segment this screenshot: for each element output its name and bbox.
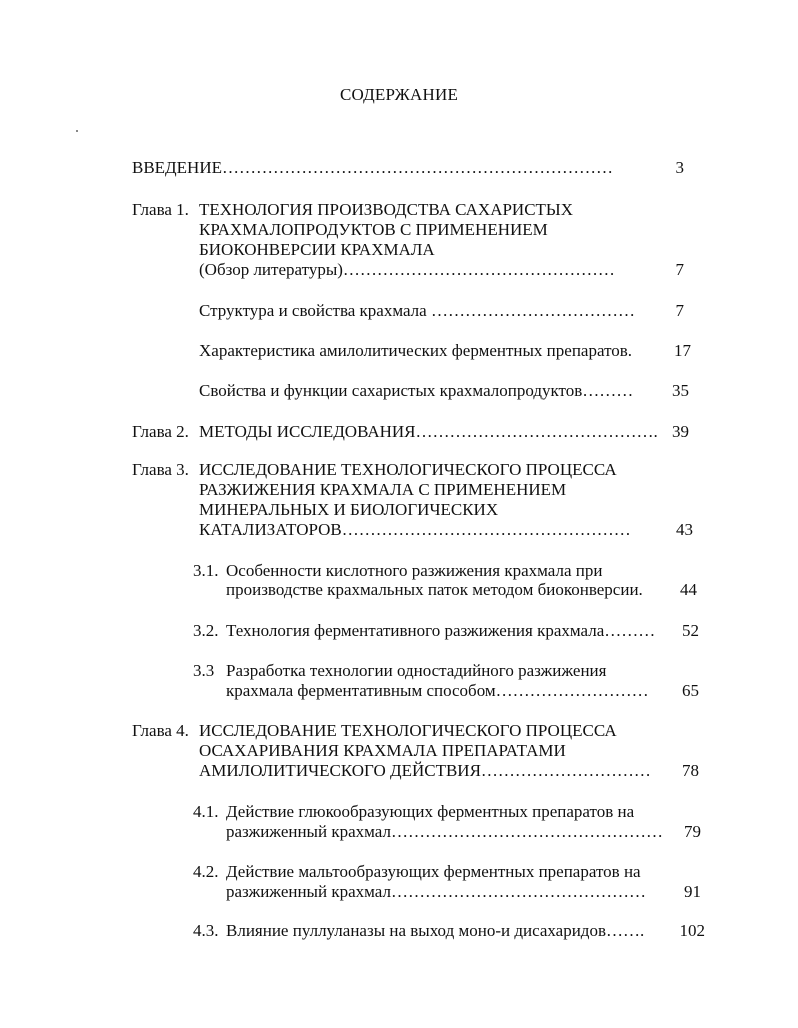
toc-section-number: 3.2. xyxy=(193,621,219,640)
toc-entry-text: АМИЛОЛИТИЧЕСКОГО ДЕЙСТВИЯ………………………… xyxy=(199,761,651,780)
toc-entry-text: производстве крахмальных паток методом биоконверсии. xyxy=(226,580,643,599)
toc-section-number: 3.3 xyxy=(193,661,215,680)
toc-entry-text: РАЗЖИЖЕНИЯ КРАХМАЛА С ПРИМЕНЕНИЕМ xyxy=(199,480,567,499)
toc-entry-text: крахмала ферментативным способом……………………… xyxy=(226,681,649,700)
toc-entry-text: МИНЕРАЛЬНЫХ И БИОЛОГИЧЕСКИХ xyxy=(199,500,499,519)
toc-entry-text: ИССЛЕДОВАНИЕ ТЕХНОЛОГИЧЕСКОГО ПРОЦЕССА xyxy=(199,460,617,479)
toc-page-number: 7 xyxy=(675,301,684,320)
toc-entry-text: Разработка технологии одностадийного разжижения xyxy=(226,661,607,680)
toc-page-number: 52 xyxy=(682,621,699,640)
toc-section-number: 4.3. xyxy=(193,921,219,940)
toc-page-number: 78 xyxy=(682,761,699,780)
toc-entry-text: ТЕХНОЛОГИЯ ПРОИЗВОДСТВА САХАРИСТЫХ xyxy=(199,200,574,219)
toc-page-number: 65 xyxy=(682,681,699,700)
page-title: СОДЕРЖАНИЕ xyxy=(339,85,459,104)
toc-entry-text: БИОКОНВЕРСИИ КРАХМАЛА xyxy=(199,240,435,259)
toc-entry-text: Технология ферментативного разжижения крахмала……… xyxy=(226,621,656,640)
scan-speck xyxy=(76,130,78,132)
toc-entry-text: (Обзор литературы)………………………………………… xyxy=(199,260,615,279)
toc-page-number: 17 xyxy=(674,341,691,360)
toc-entry-text: разжиженный крахмал……………………………………… xyxy=(226,882,646,901)
toc-chapter-label: Глава 1. xyxy=(132,200,189,219)
toc-section-number: 4.1. xyxy=(193,802,219,821)
toc-entry-text: разжиженный крахмал………………………………………… xyxy=(226,822,663,841)
toc-chapter-label: Глава 4. xyxy=(132,721,189,740)
toc-entry-text: Действие глюкообразующих ферментных препаратов на xyxy=(226,802,635,821)
toc-section-number: 4.2. xyxy=(193,862,219,881)
toc-entry-text: Характеристика амилолитических ферментных препаратов. xyxy=(199,341,633,360)
toc-section-number: 3.1. xyxy=(193,561,219,580)
toc-page-number: 35 xyxy=(672,381,689,400)
toc-page-number: 43 xyxy=(676,520,693,539)
toc-page-number: 39 xyxy=(672,422,689,441)
toc-entry-text: КАТАЛИЗАТОРОВ…………………………………………… xyxy=(199,520,631,539)
toc-entry-text: МЕТОДЫ ИССЛЕДОВАНИЯ……………………………………. xyxy=(199,422,658,441)
toc-entry-text: Свойства и функции сахаристых крахмалопродуктов……… xyxy=(199,381,634,400)
toc-entry-text: Действие мальтообразующих ферментных препаратов на xyxy=(226,862,641,881)
toc-entry-text: КРАХМАЛОПРОДУКТОВ С ПРИМЕНЕНИЕМ xyxy=(199,220,548,239)
toc-page-number: 102 xyxy=(679,921,705,940)
toc-entry-text: Структура и свойства крахмала ……………………………… xyxy=(199,301,635,320)
toc-page-number: 91 xyxy=(684,882,701,901)
toc-page-number: 44 xyxy=(680,580,697,599)
toc-entry-text: ВВЕДЕНИЕ…………………………………………………………… xyxy=(132,158,613,177)
toc-page-number: 7 xyxy=(675,260,684,279)
toc-chapter-label: Глава 3. xyxy=(132,460,189,479)
toc-entry-text: Особенности кислотного разжижения крахмала при xyxy=(226,561,603,580)
toc-entry-text: ИССЛЕДОВАНИЕ ТЕХНОЛОГИЧЕСКОГО ПРОЦЕССА xyxy=(199,721,617,740)
toc-page-number: 3 xyxy=(675,158,684,177)
toc-chapter-label: Глава 2. xyxy=(132,422,189,441)
toc-page-number: 79 xyxy=(684,822,701,841)
toc-entry-text: ОСАХАРИВАНИЯ КРАХМАЛА ПРЕПАРАТАМИ xyxy=(199,741,566,760)
toc-entry-text: Влияние пуллуланазы на выход моно-и дисахаридов……. xyxy=(226,921,645,940)
